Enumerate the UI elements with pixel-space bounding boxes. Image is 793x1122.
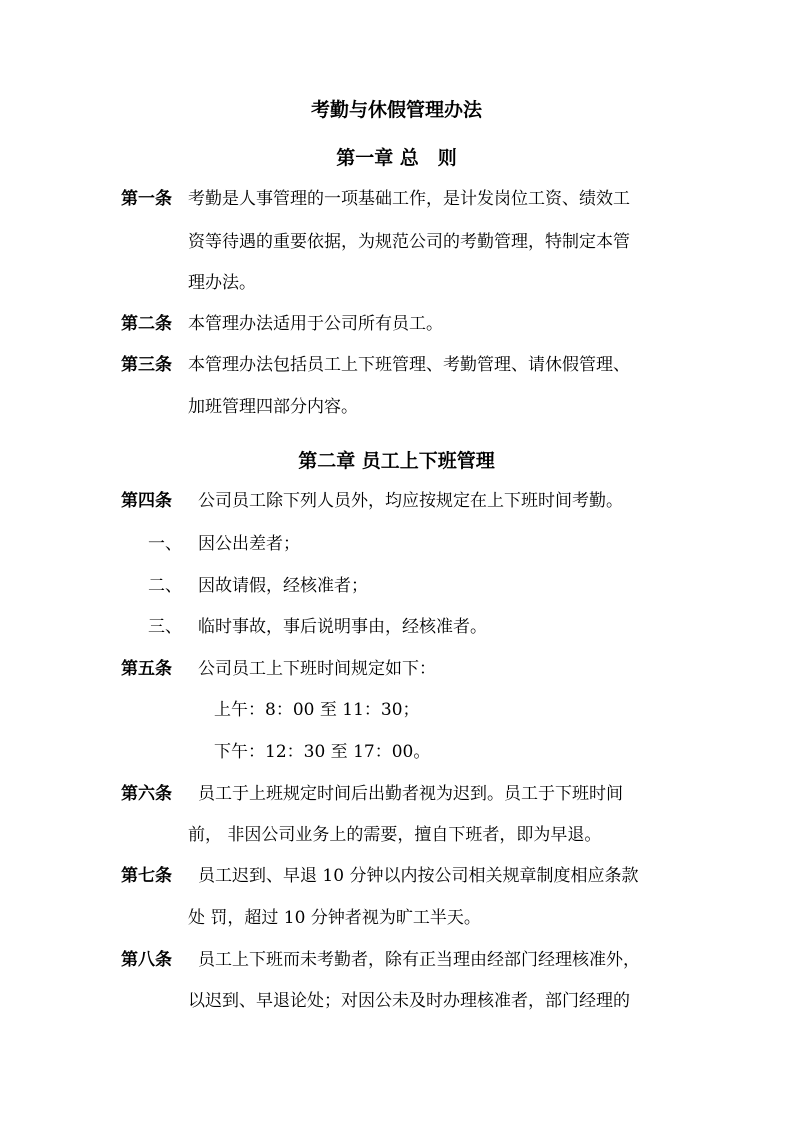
article-4-item-1-number: 一、 — [148, 534, 182, 554]
article-8-line-1: 员工上下班而未考勤者，除有正当理由经部门经理核准外， — [198, 950, 640, 970]
article-7-line-1: 员工迟到、早退 10 分钟以内按公司相关规章制度相应条款 — [198, 866, 639, 886]
article-1-line-1: 考勤是人事管理的一项基础工作，是计发岗位工资、绩效工 — [188, 189, 630, 209]
article-2-label: 第二条 — [121, 314, 172, 334]
article-8-label: 第八条 — [121, 950, 172, 970]
article-4-item-1-text: 因公出差者； — [198, 534, 300, 554]
article-4-label: 第四条 — [121, 491, 172, 511]
article-4-item-3-number: 三、 — [148, 617, 182, 637]
article-4-item-2-number: 二、 — [148, 576, 182, 596]
article-8-line-2: 以迟到、早退论处；对因公未及时办理核准者，部门经理的 — [188, 991, 630, 1011]
article-6-line-2: 前， 非因公司业务上的需要，擅自下班者，即为早退。 — [188, 825, 602, 845]
article-7-label: 第七条 — [121, 866, 172, 886]
article-5-morning-hours: 上午：8：00 至 11：30； — [214, 700, 420, 720]
article-5-line-1: 公司员工上下班时间规定如下： — [198, 659, 436, 679]
article-5-afternoon-hours: 下午：12：30 至 17：00。 — [214, 742, 431, 762]
article-6-label: 第六条 — [121, 784, 172, 804]
document-title: 考勤与休假管理办法 — [310, 99, 482, 121]
article-7-line-2: 处 罚，超过 10 分钟者视为旷工半天。 — [188, 908, 481, 928]
article-2-line-1: 本管理办法适用于公司所有员工。 — [188, 314, 443, 334]
article-1-line-2: 资等待遇的重要依据，为规范公司的考勤管理，特制定本管 — [188, 232, 630, 252]
article-6-line-1: 员工于上班规定时间后出勤者视为迟到。员工于下班时间 — [198, 784, 623, 804]
article-3-line-1: 本管理办法包括员工上下班管理、考勤管理、请休假管理、 — [188, 355, 630, 375]
article-3-line-2: 加班管理四部分内容。 — [188, 397, 358, 417]
article-1-line-3: 理办法。 — [188, 273, 256, 293]
article-4-line-1: 公司员工除下列人员外，均应按规定在上下班时间考勤。 — [198, 491, 623, 511]
chapter-2-heading: 第二章 员工上下班管理 — [298, 450, 495, 472]
article-5-label: 第五条 — [121, 659, 172, 679]
article-4-item-2-text: 因故请假，经核准者； — [198, 576, 368, 596]
article-1-label: 第一条 — [121, 189, 172, 209]
article-3-label: 第三条 — [121, 355, 172, 375]
chapter-1-heading: 第一章 总 则 — [336, 147, 457, 169]
article-4-item-3-text: 临时事故，事后说明事由，经核准者。 — [198, 617, 487, 637]
